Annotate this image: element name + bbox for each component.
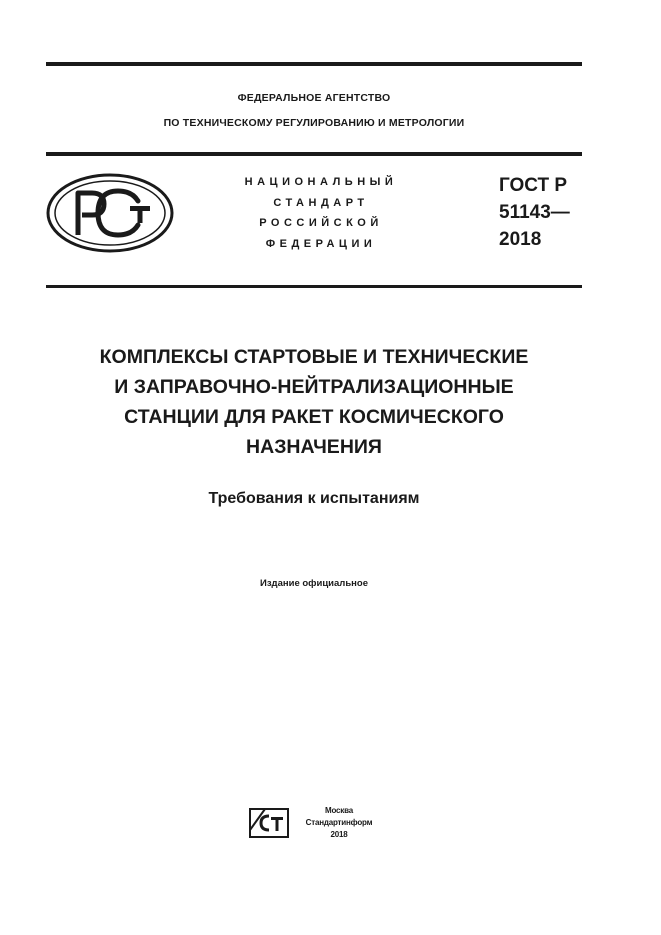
national-standard-label	[226, 172, 416, 254]
standartinform-logo-icon	[249, 808, 289, 843]
publisher-info	[296, 805, 382, 841]
title-line2: И ЗАПРАВОЧНО-НЕЙТРАЛИЗАЦИОННЫЕ	[114, 376, 514, 398]
standard-designation	[499, 172, 570, 253]
agency-name-line2: ПО ТЕХНИЧЕСКОМУ РЕГУЛИРОВАНИЮ И МЕТРОЛОГИИ	[163, 117, 465, 129]
title-line4: НАЗНАЧЕНИЯ	[246, 436, 382, 458]
title-block-rule	[46, 285, 582, 288]
publication-year: 2018	[330, 830, 348, 839]
national-standard-line1: НАЦИОНАЛЬНЫЙ	[244, 176, 398, 188]
publisher-city: Москва	[325, 806, 353, 815]
national-standard-line2: СТАНДАРТ	[273, 196, 369, 209]
rst-certification-logo-icon	[46, 173, 174, 258]
edition-note: Издание официальное	[260, 578, 368, 589]
designation-line2: 51143—	[499, 202, 570, 223]
agency-name-line1: ФЕДЕРАЛЬНОЕ АГЕНТСТВО	[237, 92, 391, 104]
document-title	[46, 342, 582, 462]
publisher-name: Стандартинформ	[305, 818, 373, 827]
top-rule	[46, 62, 582, 66]
document-subtitle: Требования к испытаниям	[208, 490, 420, 507]
header-rule	[46, 152, 582, 156]
designation-line1: ГОСТ Р	[499, 175, 568, 196]
title-line1: КОМПЛЕКСЫ СТАРТОВЫЕ И ТЕХНИЧЕСКИЕ	[99, 346, 529, 368]
national-standard-line3: РОССИЙСКОЙ	[259, 217, 383, 229]
national-standard-line4: ФЕДЕРАЦИИ	[265, 237, 377, 250]
designation-line3: 2018	[499, 229, 542, 250]
title-line3: СТАНЦИИ ДЛЯ РАКЕТ КОСМИЧЕСКОГО	[124, 406, 504, 428]
